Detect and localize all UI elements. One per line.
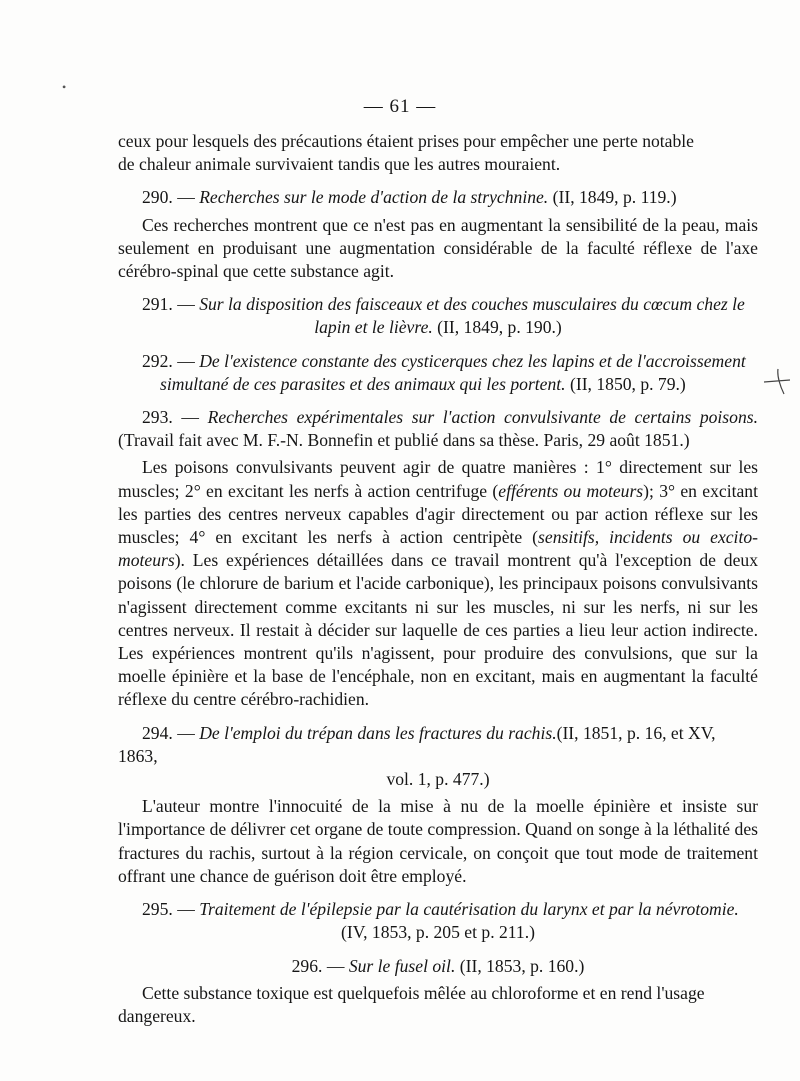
- margin-cross-mark: [762, 366, 792, 396]
- continuation-paragraph: [118, 130, 758, 176]
- body-text-segment: Les poisons convulsivants peuvent agir de quatre manières : 1° directement sur les muscles; 2° en excitant les nerfs à action centrifuge (: [118, 457, 758, 501]
- entry-295-heading-cont: [118, 921, 758, 944]
- continuation-line-2: de chaleur animale survivaient tandis que les autres mouraient.: [118, 154, 561, 175]
- entry-290-body: Ces recherches montrent que ce n'est pas en augmentant la sensibilité de la peau, mais seulement en produisant une augmentation considérable de la faculté réflexe de l'axe cérébro-spinal que cette substance agit.: [118, 214, 758, 282]
- entry-number: 291.: [142, 294, 173, 315]
- entry-293-heading: [118, 406, 758, 452]
- entry-dash: —: [172, 350, 200, 371]
- body-text-segment: ); 3° en excitant les parties des centres nerveux capables d'agir directement ou par action réflexe sur les muscles; 4° en excitant les nerfs à action centripète (: [118, 480, 758, 548]
- continuation-line-1: ceux pour lesquels des précautions étaient prises pour empêcher une perte notable: [118, 131, 694, 151]
- entry-reference: (II, 1853, p. 160.): [455, 955, 585, 976]
- entry-dash: —: [172, 899, 200, 920]
- entry-296-heading: [118, 955, 758, 978]
- entry-295-heading: [118, 898, 758, 921]
- entry-reference: (II, 1850, p. 79.): [565, 373, 686, 394]
- entry-dash: —: [172, 294, 200, 315]
- entry-reference: (II, 1849, p. 190.): [432, 317, 562, 338]
- entry-dash: —: [172, 722, 200, 743]
- entry-reference: (IV, 1853, p. 205 et p. 211.): [340, 922, 535, 943]
- entry-dash: —: [172, 407, 208, 428]
- entry-reference: (Travail fait avec M. F.-N. Bonnefin et publié dans sa thèse. Paris, 29 août 1851.): [118, 430, 690, 451]
- entry-294-heading: [118, 722, 758, 768]
- entry-title: Recherches sur le mode d'action de la strychnine.: [199, 187, 549, 208]
- entry-title: Recherches expérimentales sur l'action convulsivante de certains poisons.: [207, 407, 758, 428]
- entry-title: De l'emploi du trépan dans les fractures du rachis.: [199, 722, 557, 743]
- entry-number: 294.: [142, 722, 173, 743]
- entry-290-heading: [118, 186, 758, 209]
- entry-294-body: L'auteur montre l'innocuité de la mise à nu de la moelle épinière et insiste sur l'importance de délivrer cet organe de toute compression. Quand on songe à la léthalité des fractures du rachis, surtout à la région cervicale, on conçoit que tout mode de traitement offrant une chance de guérison doit être employé.: [118, 796, 758, 886]
- entry-reference: (II, 1849, p. 119.): [548, 187, 677, 208]
- entry-293-body: [118, 456, 758, 711]
- stray-ink-mark: •: [62, 80, 67, 94]
- entry-title-line-2: simultané de ces parasites et des animaux qui les portent.: [160, 373, 566, 394]
- entry-number: 292.: [142, 350, 173, 371]
- entry-294-heading-cont: [118, 768, 758, 791]
- entry-296-body: Cette substance toxique est quelquefois mêlée au chloroforme et en rend l'usage dangereux.: [118, 982, 705, 1026]
- entry-reference-line-2: vol. 1, p. 477.): [386, 769, 490, 790]
- entry-title-line-2: lapin et le lièvre.: [314, 317, 433, 338]
- entry-292-heading-cont: [118, 373, 758, 396]
- entry-title-line-1: Sur la disposition des faisceaux et des couches musculaires du cœcum chez le: [199, 294, 745, 315]
- entry-292-heading: [118, 350, 758, 373]
- entry-dash: —: [322, 955, 349, 976]
- entry-291-heading-cont: [118, 316, 758, 339]
- page-number: — 61 —: [363, 96, 437, 117]
- body-text-segment: ). Les expériences détaillées dans ce travail montrent qu'à l'exception de deux poisons (le chlorure de barium et l'acide carbonique), les principaux poisons convulsivants n'agissent directement comme excitants ni sur les muscles, ni sur les nerfs, ni sur les centres nerveux. Il restait à décider sur laquelle de ces parties a lieu leur action indirecte. Les expériences montrent qu'ils n'agissent, pour produire des convulsions, que sur la moelle épinière et la base de l'encéphale, non en excitant, mais en augmentant la faculté réflexe du centre cérébro-rachidien.: [118, 550, 758, 710]
- body-text: [118, 130, 758, 1028]
- entry-number: 293.: [142, 407, 173, 428]
- entry-title-line-1: De l'existence constante des cysticerques chez les lapins et de l'accroissement: [199, 350, 746, 371]
- entry-reference-line-1: (II, 1851, p. 16, et XV, 1863,: [118, 722, 716, 766]
- body-italic-segment: sensitifs, incidents ou excito-moteurs: [118, 527, 758, 571]
- entry-number: 295.: [142, 899, 173, 920]
- entry-291-heading: [118, 293, 758, 316]
- entry-title: Sur le fusel oil.: [348, 955, 456, 976]
- entry-title: Traitement de l'épilepsie par la cautérisation du larynx et par la névrotomie.: [199, 899, 739, 920]
- entry-dash: —: [172, 187, 200, 208]
- entry-number: 296.: [291, 955, 323, 976]
- body-italic-segment: efférents ou moteurs: [498, 480, 644, 501]
- entry-number: 290.: [142, 187, 173, 208]
